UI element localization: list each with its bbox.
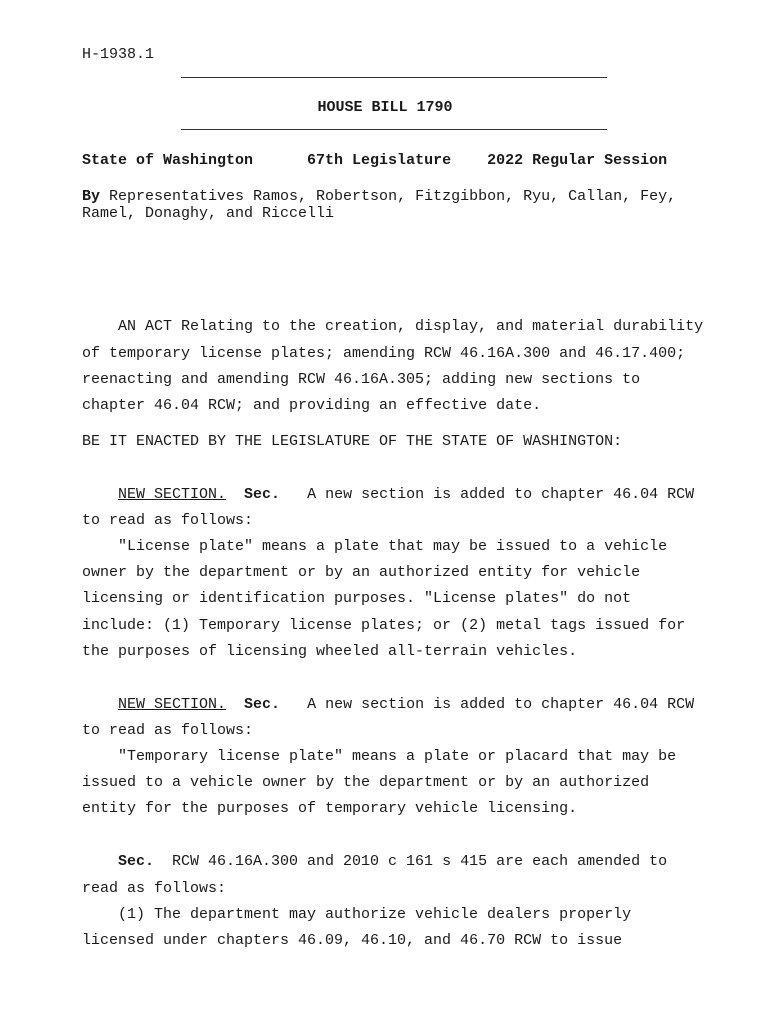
act-line-1: AN ACT Relating to the creation, display, and material durability	[118, 318, 704, 335]
session-line	[82, 152, 667, 170]
section1-body-line-5: the purposes of licensing wheeled all-terrain vehicles.	[82, 643, 578, 660]
sponsors-by: By	[82, 188, 101, 205]
section2-heading	[82, 696, 694, 714]
section1-heading	[82, 486, 694, 504]
section1-new-section-label: NEW SECTION.	[118, 486, 227, 503]
section2-body-line-2: issued to a vehicle owner by the department or by an authorized	[82, 774, 650, 791]
enacting-clause: BE IT ENACTED BY THE LEGISLATURE OF THE STATE OF WASHINGTON:	[82, 433, 623, 450]
section1-body-line-1: "License plate" means a plate that may be issued to a vehicle	[118, 538, 668, 555]
title-rule-bottom	[181, 129, 607, 130]
section3-body-line-1: (1) The department may authorize vehicle dealers properly	[118, 906, 632, 923]
sponsors-names-1: Representatives Ramos, Robertson, Fitzgibbon, Ryu, Callan, Fey,	[100, 188, 677, 205]
section1-sec-label: Sec.	[244, 486, 281, 503]
document-id: H-1938.1	[82, 46, 155, 63]
act-line-3: reenacting and amending RCW 46.16A.305; adding new sections to	[82, 371, 641, 388]
section2-heading-line-2: to read as follows:	[82, 722, 254, 739]
session-name: 2022 Regular Session	[487, 152, 668, 169]
section1-body-line-3: licensing or identification purposes. "License plates" do not	[82, 590, 632, 607]
act-line-4: chapter 46.04 RCW; and providing an effective date.	[82, 397, 542, 414]
bill-title: HOUSE BILL 1790	[317, 99, 453, 116]
section3-heading	[82, 853, 667, 871]
section1-body-line-4: include: (1) Temporary license plates; or (2) metal tags issued for	[82, 617, 686, 634]
act-line-2: of temporary license plates; amending RCW 46.16A.300 and 46.17.400;	[82, 345, 686, 362]
section1-heading-line-2: to read as follows:	[82, 512, 254, 529]
session-legislature: 67th Legislature	[307, 152, 452, 169]
sponsors-line-2: Ramel, Donaghy, and Riccelli	[82, 205, 335, 222]
sponsors-line-1	[82, 188, 676, 206]
section3-body-line-2: licensed under chapters 46.09, 46.10, and 46.70 RCW to issue	[82, 932, 623, 949]
section2-body-line-1: "Temporary license plate" means a plate or placard that may be	[118, 748, 677, 765]
section1-body-line-2: owner by the department or by an authorized entity for vehicle	[82, 564, 641, 581]
section3-heading-text: RCW 46.16A.300 and 2010 c 161 s 415 are each amended to	[154, 853, 668, 870]
session-state: State of Washington	[82, 152, 254, 169]
section2-new-section-label: NEW SECTION.	[118, 696, 227, 713]
section2-sec-label: Sec.	[244, 696, 281, 713]
section3-heading-line-2: read as follows:	[82, 880, 227, 897]
title-rule-top	[181, 77, 607, 78]
section2-body-line-3: entity for the purposes of temporary vehicle licensing.	[82, 800, 578, 817]
section2-heading-text: A new section is added to chapter 46.04 RCW	[280, 696, 695, 713]
section3-sec-label: Sec.	[118, 853, 155, 870]
section1-heading-text: A new section is added to chapter 46.04 RCW	[280, 486, 695, 503]
